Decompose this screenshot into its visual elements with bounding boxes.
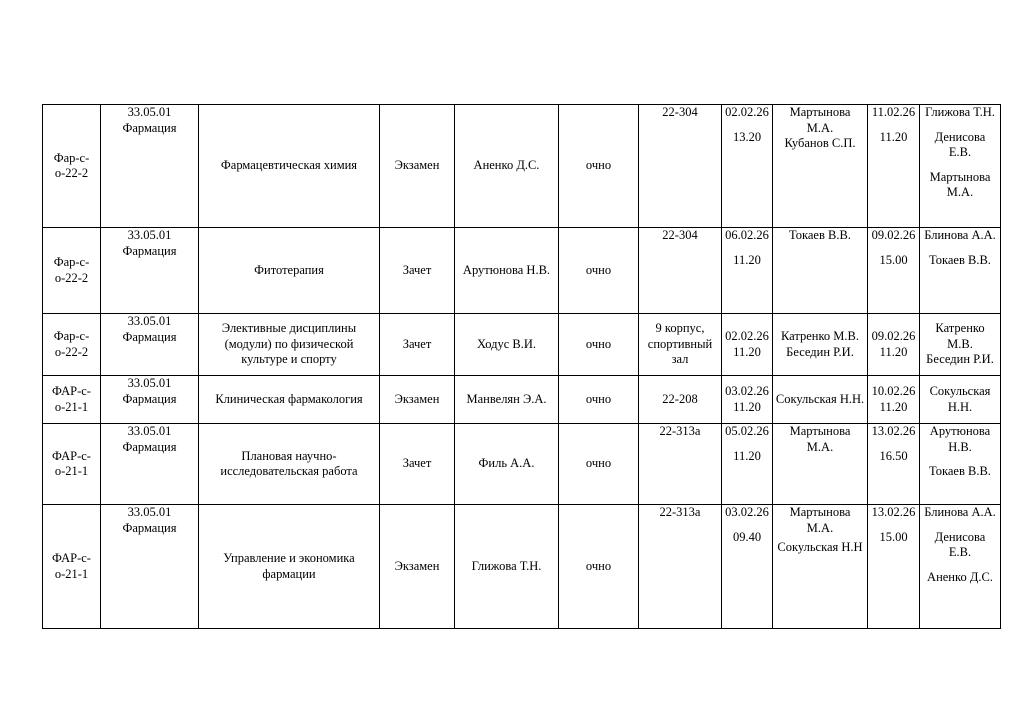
- control-type-cell: Экзамен: [380, 505, 455, 629]
- exam-schedule-table: [42, 104, 1001, 629]
- table-row: [43, 505, 1001, 629]
- second-attempt-cell: [868, 376, 920, 424]
- second-commission-cell: [920, 424, 1001, 505]
- commission-member: Мартынова М.А.: [789, 424, 851, 454]
- commission-member: Денисова Е.В.: [934, 529, 986, 559]
- second-date: 09.02.26: [871, 329, 916, 343]
- second-commission-cell: [920, 505, 1001, 629]
- second-time: 15.00: [879, 529, 908, 544]
- commission-member: Токаев В.В.: [929, 464, 991, 478]
- second-attempt-cell: [868, 105, 920, 228]
- specialty-cell: [101, 376, 199, 424]
- specialty-code: 33.05.01: [127, 228, 172, 242]
- control-type-cell: Экзамен: [380, 376, 455, 424]
- commission-member: Сокульская Н.Н: [777, 540, 863, 554]
- first-time: 11.20: [733, 399, 761, 414]
- second-commission-cell: [920, 105, 1001, 228]
- first-date: 05.02.26: [725, 424, 769, 438]
- commission-member: Катренко М.В.: [935, 321, 985, 351]
- commission-member: Мартынова М.А.: [789, 505, 851, 535]
- study-form-cell: очно: [559, 314, 639, 376]
- first-commission-cell: [773, 424, 868, 505]
- group-cell: Фар-с-о-22-2: [43, 105, 101, 228]
- commission-member: Блинова А.А.: [924, 228, 996, 242]
- first-commission-cell: [773, 314, 868, 376]
- specialty-cell: [101, 424, 199, 505]
- control-type-cell: Экзамен: [380, 105, 455, 228]
- commission-member: Сокульская Н.Н.: [929, 384, 991, 414]
- first-date: 02.02.26: [725, 105, 769, 119]
- first-date: 03.02.26: [725, 384, 769, 398]
- specialty-code: 33.05.01: [127, 105, 172, 119]
- specialty-name: Фармация: [122, 391, 177, 406]
- second-date: 13.02.26: [871, 424, 916, 438]
- second-commission-cell: [920, 376, 1001, 424]
- room-cell: 22-208: [639, 376, 722, 424]
- commission-member: Кубанов С.П.: [784, 136, 856, 150]
- control-type-cell: Зачет: [380, 424, 455, 505]
- table-row: [43, 228, 1001, 314]
- first-date: 02.02.26: [725, 329, 769, 343]
- second-attempt-cell: [868, 228, 920, 314]
- group-cell: ФАР-с-о-21-1: [43, 424, 101, 505]
- second-time: 16.50: [879, 448, 908, 463]
- commission-member: Арутюнова Н.В.: [929, 424, 991, 454]
- first-attempt-cell: [722, 376, 773, 424]
- room-cell: 22-304: [639, 105, 722, 228]
- commission-member: Мартынова М.А.: [929, 169, 991, 199]
- first-time: 09.40: [732, 529, 762, 544]
- table-row: [43, 376, 1001, 424]
- second-time: 11.20: [879, 344, 908, 359]
- first-time: 11.20: [733, 448, 761, 463]
- control-type-cell: Зачет: [380, 228, 455, 314]
- second-attempt-cell: [868, 314, 920, 376]
- specialty-cell: [101, 228, 199, 314]
- commission-member: Денисова Е.В.: [934, 129, 986, 159]
- second-date: 10.02.26: [871, 384, 916, 398]
- first-commission-cell: [773, 376, 868, 424]
- group-cell: ФАР-с-о-21-1: [43, 376, 101, 424]
- second-date: 13.02.26: [871, 505, 916, 519]
- commission-member: Беседин Р.И.: [786, 344, 854, 359]
- group-cell: ФАР-с-о-21-1: [43, 505, 101, 629]
- specialty-code: 33.05.01: [127, 314, 172, 328]
- study-form-cell: очно: [559, 228, 639, 314]
- commission-member: Мартынова М.А.: [789, 105, 851, 135]
- first-attempt-cell: [722, 314, 773, 376]
- table-row: [43, 424, 1001, 505]
- second-time: 15.00: [879, 252, 908, 267]
- control-type-cell: Зачет: [380, 314, 455, 376]
- discipline-cell: Клиническая фармакология: [199, 376, 380, 424]
- study-form-cell: очно: [559, 376, 639, 424]
- specialty-name: Фармация: [122, 120, 177, 135]
- specialty-name: Фармация: [122, 329, 177, 344]
- commission-member: Аненко Д.С.: [927, 569, 993, 584]
- study-form-cell: очно: [559, 424, 639, 505]
- commission-member: Катренко М.В.: [780, 329, 859, 343]
- table-row: [43, 105, 1001, 228]
- study-form-cell: очно: [559, 105, 639, 228]
- room-cell: 9 корпус, спортивный зал: [639, 314, 722, 376]
- specialty-code: 33.05.01: [127, 376, 172, 390]
- discipline-cell: Фитотерапия: [199, 228, 380, 314]
- commission-member: Сокульская Н.Н.: [775, 391, 865, 406]
- first-commission-cell: [773, 105, 868, 228]
- first-attempt-cell: [722, 424, 773, 505]
- study-form-cell: очно: [559, 505, 639, 629]
- commission-member: Глижова Т.Н.: [925, 105, 995, 119]
- specialty-code: 33.05.01: [127, 424, 172, 438]
- second-time: 11.20: [879, 399, 908, 414]
- second-time: 11.20: [879, 129, 908, 144]
- specialty-name: Фармация: [122, 520, 177, 535]
- discipline-cell: Элективные дисциплины (модули) по физической культуре и спорту: [199, 314, 380, 376]
- teacher-cell: Арутюнова Н.В.: [455, 228, 559, 314]
- discipline-cell: Плановая научно-исследовательская работа: [199, 424, 380, 505]
- second-attempt-cell: [868, 505, 920, 629]
- room-cell: 22-313а: [639, 505, 722, 629]
- first-attempt-cell: [722, 228, 773, 314]
- first-time: 13.20: [732, 129, 762, 144]
- teacher-cell: Аненко Д.С.: [455, 105, 559, 228]
- teacher-cell: Манвелян Э.А.: [455, 376, 559, 424]
- teacher-cell: Глижова Т.Н.: [455, 505, 559, 629]
- second-date: 09.02.26: [871, 228, 916, 242]
- first-attempt-cell: [722, 505, 773, 629]
- discipline-cell: Управление и экономика фармации: [199, 505, 380, 629]
- first-date: 06.02.26: [725, 228, 769, 242]
- commission-member: Токаев В.В.: [789, 228, 851, 242]
- first-time: 11.20: [733, 344, 761, 359]
- group-cell: Фар-с-о-22-2: [43, 228, 101, 314]
- teacher-cell: Филь А.А.: [455, 424, 559, 505]
- specialty-cell: [101, 505, 199, 629]
- commission-member: Блинова А.А.: [924, 505, 996, 519]
- teacher-cell: Ходус В.И.: [455, 314, 559, 376]
- room-cell: 22-304: [639, 228, 722, 314]
- second-commission-cell: [920, 314, 1001, 376]
- discipline-cell: Фармацевтическая химия: [199, 105, 380, 228]
- first-commission-cell: [773, 505, 868, 629]
- first-commission-cell: [773, 228, 868, 314]
- second-commission-cell: [920, 228, 1001, 314]
- specialty-cell: [101, 105, 199, 228]
- second-date: 11.02.26: [871, 105, 916, 119]
- specialty-name: Фармация: [122, 439, 177, 454]
- commission-member: Токаев В.В.: [929, 252, 991, 267]
- first-date: 03.02.26: [725, 505, 769, 519]
- table-row: [43, 314, 1001, 376]
- specialty-code: 33.05.01: [127, 505, 172, 519]
- room-cell: 22-313а: [639, 424, 722, 505]
- specialty-name: Фармация: [122, 243, 177, 258]
- second-attempt-cell: [868, 424, 920, 505]
- first-time: 11.20: [733, 252, 761, 267]
- group-cell: Фар-с-о-22-2: [43, 314, 101, 376]
- commission-member: Беседин Р.И.: [926, 352, 994, 367]
- specialty-cell: [101, 314, 199, 376]
- first-attempt-cell: [722, 105, 773, 228]
